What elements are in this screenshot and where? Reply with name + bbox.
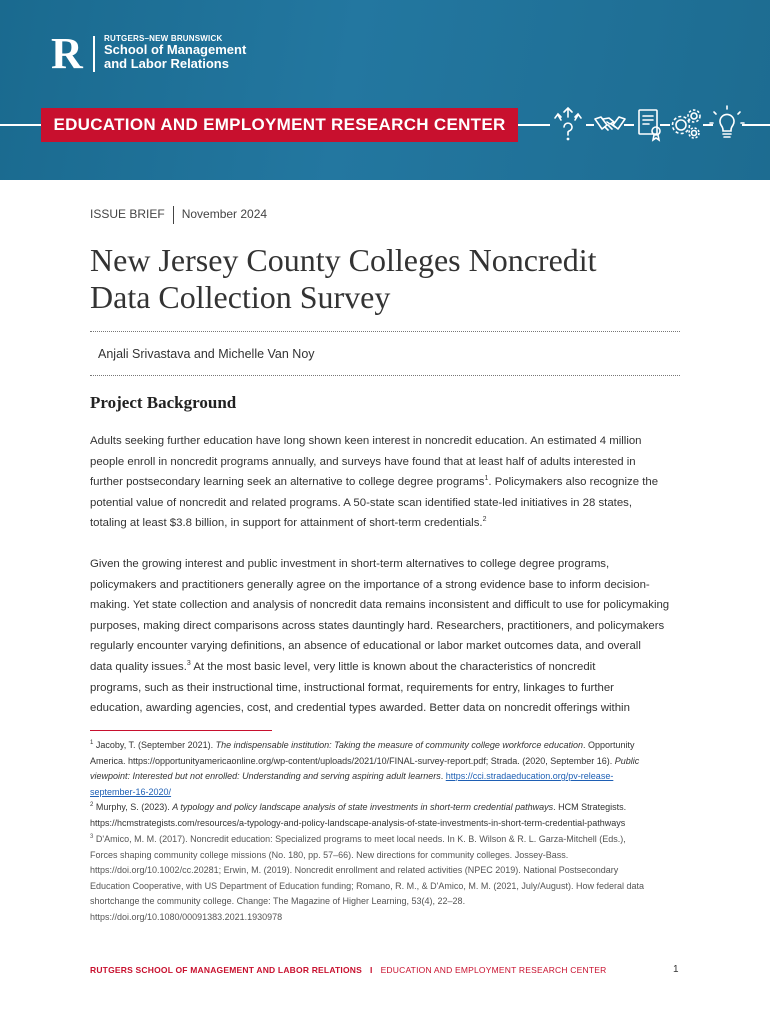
rutgers-logo-letter: R <box>51 29 82 78</box>
para2-line: education, awarding agencies, cost, and credential types awarded. Better data on noncredit offerings within <box>90 702 630 715</box>
para1-line: potential value of noncredit and related programs. A 50-state scan identified state-led initiatives in 28 states, <box>90 496 633 509</box>
brief-type: ISSUE BRIEF <box>90 207 165 222</box>
para1-line: Adults seeking further education have long shown keen interest in noncredit education. An estimated 4 million <box>90 435 642 447</box>
authors: Anjali Srivastava and Michelle Van Noy <box>98 347 315 361</box>
gears-icon <box>668 105 704 143</box>
footnote-ref-3[interactable]: 3 <box>186 660 191 668</box>
para2-line: programs, such as their instructional time, instructional format, requirements for entry, linkages to further <box>90 681 614 694</box>
footer-left: RUTGERS SCHOOL OF MANAGEMENT AND LABOR RELATIONS <box>90 965 362 975</box>
footnote-ref-1[interactable]: 1 <box>484 475 489 483</box>
para2-line: Given the growing interest and public investment in short-term alternatives to college degree programs, <box>90 558 610 570</box>
page-footer <box>90 965 606 975</box>
center-banner-text: EDUCATION AND EMPLOYMENT RESEARCH CENTER <box>53 115 506 134</box>
report-header <box>0 0 770 180</box>
header-rule-6 <box>742 124 770 126</box>
dotted-divider-top <box>90 331 680 332</box>
title-line-2: Data Collection Survey <box>90 279 391 315</box>
footer-separator: I <box>370 965 373 975</box>
brief-date: November 2024 <box>181 207 268 222</box>
para2-line: regularly encounter varying definitions, an absence of educational or labor market outcomes data, and overall <box>90 640 641 653</box>
para1-line: totaling at least $3.8 billion, in support for attainment of short-term credentials.$^2$ <box>90 516 487 530</box>
brief-meta <box>90 206 267 224</box>
para2-line: data quality issues.$^3$ At the most basic level, very little is known about the characteristics of noncredit <box>90 660 596 673</box>
header-rule-left <box>0 124 41 126</box>
dotted-divider-bottom <box>90 375 680 376</box>
paragraph-2 <box>90 554 690 719</box>
section-heading: Project Background <box>90 393 237 412</box>
lightbulb-icon <box>709 105 745 143</box>
footnote-1: $^1$ Jacoby, T. (September 2021). The indispensable institution: Taking the measure of community college workforce education. Opportunity America. https://opportunityamericaonline.org/wp-content/uploads/2021/10/FINAL-survey-report.pdf; Strada. (2020, September 16). Public viewpoint: Interested but not enrolled: Understanding and serving aspiring adult learners. https://cci.stradaeducation.org/pv-release- september-16-2020/ <box>90 740 640 797</box>
logo-line-2: and Labor Relations <box>104 56 229 71</box>
paragraph-1 <box>90 431 690 534</box>
growth-question-icon <box>550 105 586 143</box>
footnote-1-link-cont[interactable]: september-16-2020/ <box>90 786 172 797</box>
para2-line: making. Yet state collection and analysis of noncredit data remains inconsistent and difficult to use for policymaking <box>90 599 670 612</box>
page-title <box>90 242 690 316</box>
title-line-1: New Jersey County Colleges Noncredit <box>90 242 597 278</box>
para1-line: people enroll in noncredit programs annually, and surveys have found that at least half of adults interested in <box>90 455 636 468</box>
para2-line: purposes, making direct comparisons across states dauntingly hard. Researchers, practitioners, and policymakers <box>90 619 665 632</box>
para1-line: further postsecondary learning seek an alternative to college degree programs$^1$. Policymakers also recognize the <box>90 475 659 489</box>
para2-line: policymakers and practitioners generally agree on the importance of a strong evidence base to inform decision- <box>90 578 650 591</box>
footnote-2: $^2$ Murphy, S. (2023). A typology and policy landscape analysis of state investments in short-term credential pathways. HCM Strategists. https://hcmstrategists.com/resources/a-typology-and-policy-landscape-analysis-of-state-investments-in-short-term-credential-pathways <box>90 802 627 828</box>
brief-separator <box>173 206 174 224</box>
certificate-icon <box>632 105 668 143</box>
page-number: 1 <box>673 964 679 975</box>
logo-divider <box>93 36 95 72</box>
logo-line-1: School of Management <box>104 42 247 57</box>
footnote-ref-2[interactable]: 2 <box>482 516 487 524</box>
header-rule-1 <box>518 124 550 126</box>
footnote-rule <box>90 730 272 731</box>
logo-school-name <box>104 43 246 71</box>
footnote-1-link[interactable]: https://cci.stradaeducation.org/pv-release- <box>445 771 614 781</box>
logo-campus: RUTGERS–NEW BRUNSWICK <box>104 34 223 43</box>
handshake-icon <box>592 105 628 143</box>
footnote-3: $^3$ D'Amico, M. M. (2017). Noncredit education: Specialized programs to meet local needs. In K. B. Wilson & R. L. Garza-Mitchell (Eds.), Forces shaping community college missions (No. 180, pp. 57–66). New directions for community colleges. Jossey-Bass. https://doi.org/10.1002/cc.20281; Erwin, M. (2019). Noncredit enrollment and related activities (NPEC 2019). National Postsecondary Education Cooperative, with US Department of Education funding; Romano, R. M., & D'Amico, M. M. (2021, July/August). How federal data shortchange the community college. Change: The Magazine of Higher Learning, 53(4), 22–28. https://doi.org/10.1080/00091383.2021.1930978 <box>90 834 644 922</box>
footer-right: EDUCATION AND EMPLOYMENT RESEARCH CENTER <box>380 965 607 975</box>
center-banner <box>41 108 518 142</box>
